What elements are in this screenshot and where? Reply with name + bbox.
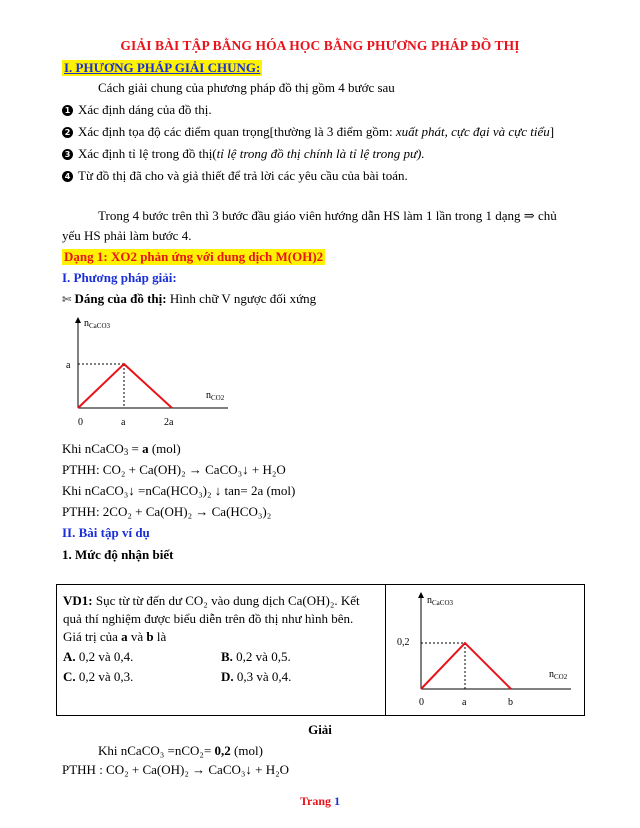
- scissors-icon: ✄: [62, 293, 72, 306]
- question-line-3: Giá trị của a và b là: [63, 629, 167, 644]
- graph-line: [421, 643, 511, 689]
- step-number-icon: 1: [62, 105, 73, 116]
- reaction-2: PTHH: 2CO₂ + Ca(OH)₂ → Ca(HCO₃)₂: [62, 504, 272, 519]
- solution-heading: Giải: [308, 722, 332, 737]
- exercises-heading: II. Bài tập ví dụ: [62, 525, 150, 540]
- y-tick-value: 0,2: [397, 637, 410, 648]
- x-tick-0: 0: [78, 417, 83, 428]
- graph-v-shape: [58, 312, 248, 432]
- step-number-icon: 3: [62, 149, 73, 160]
- box-divider: [385, 585, 386, 715]
- x-axis-label: $n_{CO2}$: [206, 390, 225, 402]
- reaction-1: PTHH: CO₂ + Ca(OH)₂ → CaCO₃↓ + H₂O: [62, 462, 286, 477]
- option-a[interactable]: A. 0,2 và 0,4.: [63, 649, 134, 664]
- x-tick-2a: 2a: [164, 417, 174, 428]
- y-axis-label: $n_{CaCO3}$: [84, 318, 110, 330]
- option-d[interactable]: D. 0,3 và 0,4.: [221, 669, 292, 684]
- example-graph: [391, 587, 581, 711]
- intro-text: Cách giải chung của phương pháp đồ thị gồm 4 bước sau: [98, 80, 395, 95]
- y-axis-label: $n_{CaCO3}$: [427, 595, 453, 607]
- page-footer: Trang 1: [299, 794, 341, 808]
- form-1-heading: Dạng 1: XO2 phản ứng với dung dịch M(OH)2: [64, 249, 324, 264]
- shape-line: ✄ Dáng của đồ thị: Hình chữ V ngược đối xứng: [62, 291, 317, 306]
- graph-line: [78, 364, 172, 408]
- x-tick-a: a: [462, 697, 467, 708]
- step-2: 2 Xác định tọa độ các điểm quan trọng[thường là 3 điểm gồm: xuất phát, cực đại và cực tiểu]: [62, 124, 554, 140]
- example-box: [56, 584, 585, 716]
- paragraph-line-1: Trong 4 bước trên thì 3 bước đầu giáo viên hướng dẫn HS làm 1 lần trong 1 dạng ⇒ chủ: [98, 208, 557, 223]
- page-title: GIẢI BÀI TẬP BẰNG HÓA HỌC BẰNG PHƯƠNG PHÁP ĐỒ THỊ: [120, 38, 520, 53]
- question-line-2: quả thí nghiệm được biểu diễn trên đồ thị như hình bên.: [63, 611, 354, 626]
- x-tick-0: 0: [419, 697, 424, 708]
- y-tick-a: a: [66, 360, 71, 371]
- page-number: 1: [334, 794, 341, 808]
- solution-line-1: Khi nCaCO₃ =nCO₂= 0,2 (mol): [98, 743, 263, 758]
- level-heading: 1. Mức độ nhận biết: [62, 547, 174, 562]
- x-axis-label: $n_{CO2}$: [549, 669, 568, 681]
- solution-reaction: PTHH : CO₂ + Ca(OH)₂ → CaCO₃↓ + H₂O: [62, 762, 290, 777]
- paragraph-line-2: yếu HS phải làm bước 4.: [62, 228, 192, 243]
- option-b[interactable]: B. 0,2 và 0,5.: [221, 649, 291, 664]
- x-tick-b: b: [508, 697, 513, 708]
- step-number-icon: 4: [62, 171, 73, 182]
- step-3: 3 Xác định tỉ lệ trong đồ thị(tỉ lệ trong đồ thị chính là tỉ lệ trong pư).: [62, 146, 425, 162]
- question-line-1: VD1: Sục từ từ đến dư CO₂ vào dung dịch Ca(OH)₂. Kết: [63, 593, 360, 608]
- formula-line-1: Khi nCaCO3 = a (mol): [62, 441, 181, 457]
- step-4: 4 Từ đồ thị đã cho và giả thiết để trả lời các yêu cầu của bài toán.: [62, 168, 408, 184]
- formula-line-2: Khi nCaCO₃↓ =nCa(HCO₃)₂ ↓ tan= 2a (mol): [62, 483, 296, 498]
- method-heading: I. Phương pháp giải:: [62, 270, 177, 285]
- step-1: 1 Xác định dáng của đồ thị.: [62, 102, 212, 118]
- section-heading-general-method: I. PHƯƠNG PHÁP GIẢI CHUNG:: [64, 60, 261, 75]
- step-number-icon: 2: [62, 127, 73, 138]
- option-c[interactable]: C. 0,2 và 0,3.: [63, 669, 134, 684]
- x-tick-a: a: [121, 417, 126, 428]
